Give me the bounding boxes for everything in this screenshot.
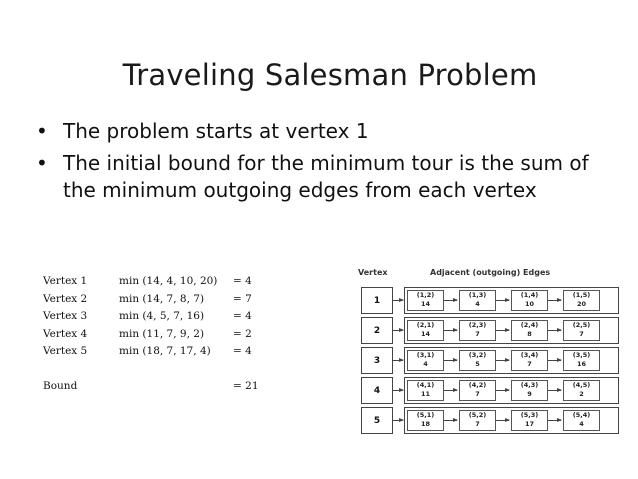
edge-label: (4,3) [520, 381, 539, 389]
edge-cell [459, 410, 496, 431]
bound-label: Bound [43, 380, 78, 392]
vertex-node: 3 [361, 347, 393, 374]
calc-vertex: Vertex 5 [43, 345, 88, 357]
arrow-icon [548, 360, 561, 361]
bound-calculation [43, 275, 273, 398]
arrow-icon [548, 420, 561, 421]
calc-row [43, 345, 273, 363]
edge-cell [459, 290, 496, 311]
bullet-list [36, 118, 616, 209]
edge-weight: 4 [475, 299, 480, 308]
edge-label: (2,4) [520, 321, 539, 329]
calc-result: = 2 [233, 327, 252, 340]
edge-cell [563, 380, 600, 401]
arrow-icon [393, 390, 403, 391]
arrow-icon [496, 330, 509, 331]
calc-result: = 4 [233, 345, 252, 357]
edge-weight: 7 [475, 419, 480, 428]
edge-weight: 8 [527, 329, 532, 338]
edge-label: (1,3) [468, 291, 487, 299]
edge-label: (5,4) [572, 411, 591, 419]
arrow-icon [444, 330, 457, 331]
arrow-icon [496, 390, 509, 391]
bullet-item [36, 150, 616, 204]
edge-list-row [404, 317, 619, 344]
edge-cell [407, 410, 444, 431]
edge-weight: 11 [420, 389, 431, 398]
edge-cell [407, 350, 444, 371]
edge-cell [407, 380, 444, 401]
edge-cell [459, 380, 496, 401]
edge-list-row [404, 287, 619, 314]
edge-weight: 2 [579, 389, 584, 398]
calc-row [43, 363, 273, 381]
arrow-icon [496, 420, 509, 421]
calc-vertex: Vertex 2 [43, 292, 88, 305]
edge-cell [563, 290, 600, 311]
bullet-text: The problem starts at vertex 1 [63, 119, 369, 143]
edge-weight: 16 [576, 359, 587, 368]
edge-cell [511, 350, 548, 371]
edge-label: (5,3) [520, 411, 539, 419]
edge-label: (3,4) [520, 351, 539, 359]
calc-row [43, 310, 273, 328]
vertex-node: 2 [361, 317, 393, 344]
edge-label: (2,5) [572, 321, 591, 329]
arrow-icon [548, 300, 561, 301]
arrow-icon [548, 390, 561, 391]
bullet-item [36, 118, 616, 145]
vertex-header: Vertex [358, 268, 388, 277]
bullet-marker: • [36, 119, 48, 143]
edge-label: (2,3) [468, 321, 487, 329]
edge-weight: 7 [475, 389, 480, 398]
edge-weight: 7 [475, 329, 480, 338]
arrow-icon [393, 300, 403, 301]
calc-row-bound [43, 380, 273, 398]
edge-cell [407, 290, 444, 311]
edge-label: (2,1) [416, 321, 435, 329]
edge-label: (3,1) [416, 351, 435, 359]
edge-cell [563, 320, 600, 341]
edge-label: (1,4) [520, 291, 539, 299]
edge-weight: 14 [420, 299, 431, 308]
edge-weight: 20 [576, 299, 587, 308]
edge-weight: 17 [524, 419, 535, 428]
edge-weight: 7 [527, 359, 532, 368]
calc-min: min (11, 7, 9, 2) [119, 327, 205, 340]
arrow-icon [444, 360, 457, 361]
arrow-icon [496, 300, 509, 301]
edge-label: (1,2) [416, 291, 435, 299]
edge-label: (5,2) [468, 411, 487, 419]
vertex-node: 4 [361, 377, 393, 404]
edge-label: (4,2) [468, 381, 487, 389]
edge-weight: 9 [527, 389, 532, 398]
edge-label: (1,5) [572, 291, 591, 299]
adjacency-list-figure [358, 264, 620, 474]
vertex-node: 1 [361, 287, 393, 314]
edge-cell [511, 320, 548, 341]
arrow-icon [444, 420, 457, 421]
edges-header: Adjacent (outgoing) Edges [430, 268, 551, 277]
edge-list-row [404, 377, 619, 404]
edge-cell [459, 320, 496, 341]
edge-weight: 7 [579, 329, 584, 338]
edge-weight: 18 [420, 419, 431, 428]
arrow-icon [393, 330, 403, 331]
edge-cell [407, 320, 444, 341]
edge-cell [511, 380, 548, 401]
calc-min: min (14, 7, 8, 7) [119, 292, 205, 305]
edge-cell [511, 290, 548, 311]
calc-result: = 7 [233, 292, 252, 305]
edge-list-row [404, 407, 619, 434]
calc-result: = 4 [233, 275, 252, 287]
edge-weight: 4 [579, 419, 584, 428]
edge-weight: 14 [420, 329, 431, 338]
bullet-text: The initial bound for the minimum tour is the sum of the minimum outgoing edges from each vertex [63, 151, 589, 202]
calc-min: min (4, 5, 7, 16) [119, 310, 205, 322]
edge-label: (4,1) [416, 381, 435, 389]
arrow-icon [393, 420, 403, 421]
calc-result: = 4 [233, 310, 252, 322]
arrow-icon [444, 390, 457, 391]
calc-row [43, 293, 273, 311]
calc-vertex: Vertex 1 [43, 275, 88, 287]
edge-weight: 4 [423, 359, 428, 368]
edge-weight: 5 [475, 359, 480, 368]
calc-vertex: Vertex 4 [43, 327, 88, 340]
slide-title: Traveling Salesman Problem [122, 58, 538, 92]
arrow-icon [496, 360, 509, 361]
bound-value: = 21 [233, 380, 259, 392]
arrow-icon [548, 330, 561, 331]
calc-vertex: Vertex 3 [43, 310, 88, 322]
edge-cell [563, 410, 600, 431]
edge-label: (5,1) [416, 411, 435, 419]
bullet-marker: • [36, 151, 48, 175]
edge-weight: 10 [524, 299, 535, 308]
edge-cell [563, 350, 600, 371]
edge-list-row [404, 347, 619, 374]
arrow-icon [393, 360, 403, 361]
vertex-node: 5 [361, 407, 393, 434]
calc-row [43, 275, 273, 293]
calc-min: min (18, 7, 17, 4) [119, 345, 211, 357]
edge-label: (4,5) [572, 381, 591, 389]
arrow-icon [444, 300, 457, 301]
edge-label: (3,2) [468, 351, 487, 359]
calc-min: min (14, 4, 10, 20) [119, 275, 218, 287]
edge-label: (3,5) [572, 351, 591, 359]
calc-row [43, 328, 273, 346]
edge-cell [511, 410, 548, 431]
edge-cell [459, 350, 496, 371]
